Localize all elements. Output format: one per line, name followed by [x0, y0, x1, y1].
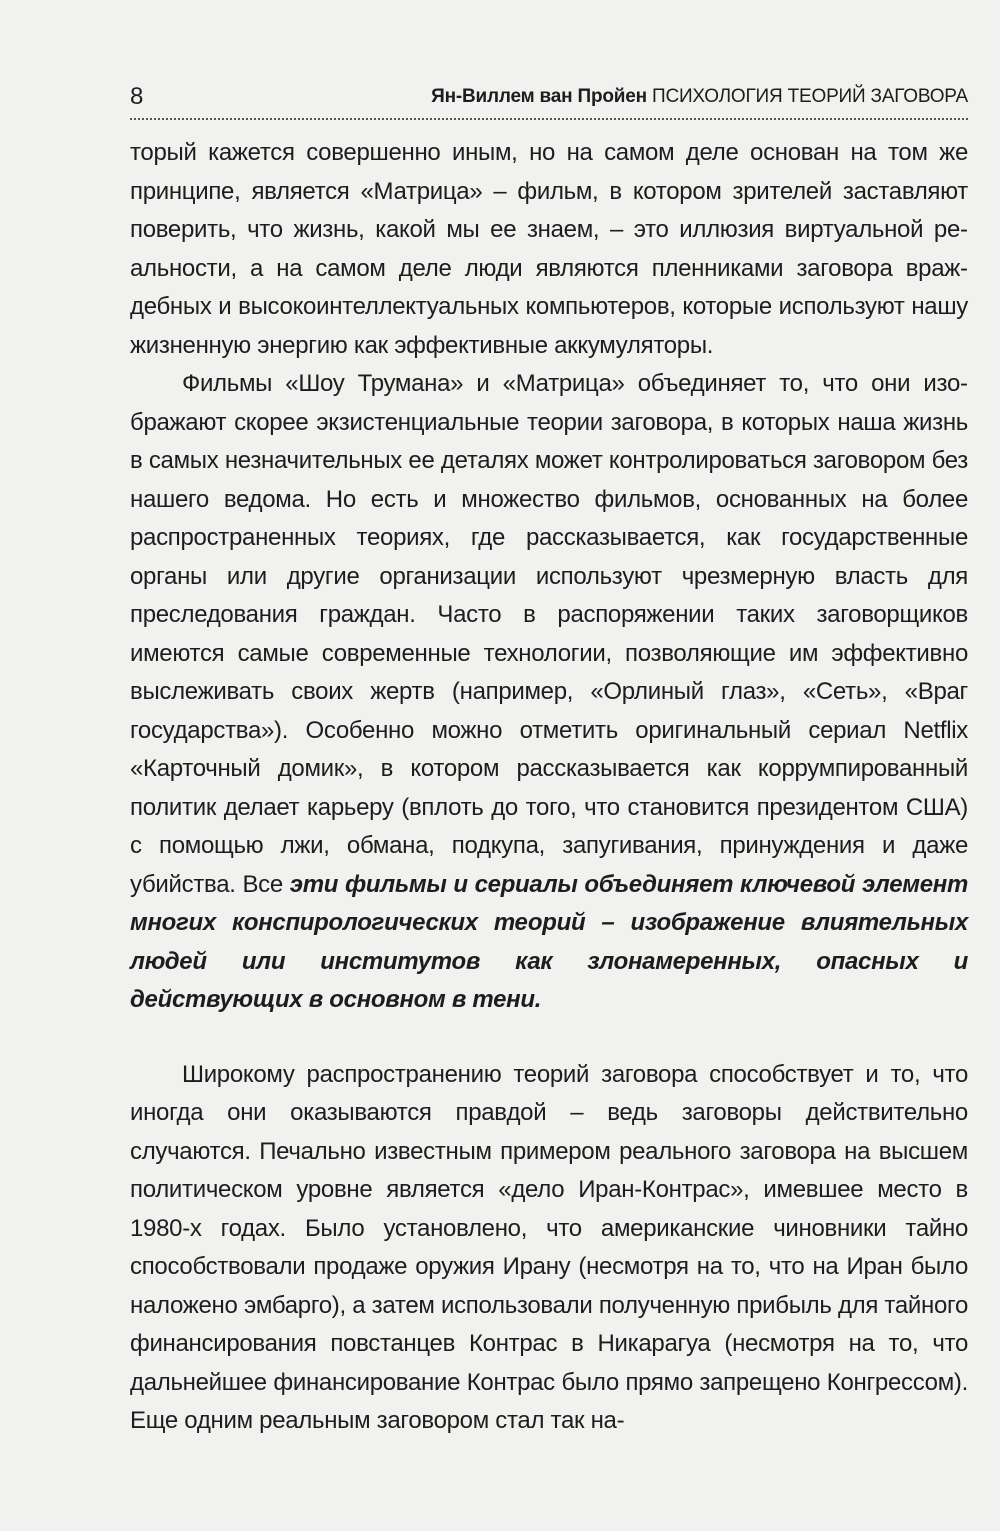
book-title: ПСИХОЛОГИЯ ТЕОРИЙ ЗАГОВОРА: [651, 86, 968, 107]
author-name: Ян-Виллем ван Пройен: [431, 86, 647, 107]
body-text: [130, 134, 968, 1441]
paragraph-1: [130, 134, 968, 365]
paragraph-3: [130, 1056, 968, 1441]
paragraph-2-emphasis: эти фильмы и сериалы объединяет ключевой элемент многих конспирологических теорий – изображение влиятельных людей или институтов как злонамеренных, опасных и действующих в основном в тени.: [130, 870, 968, 1013]
paragraph-3-text: Широкому распространению теорий заговора способствует и то, что иногда они оказываются правдой – ведь заговоры действительно случаются. Печально известным примером реального заговора на высшем политическом уровне является «дело Иран-Контрас», имевшее место в 1980-х годах. Было установлено, что американские чиновники тайно способствовали продаже оружия Ирану (несмотря на то, что на Иран было наложено эмбарго), а затем использовали полученную прибыль для тайного финансирования повстанцев Контрас в Никарагуа (несмотря на то, что дальнейшее финансирование Контрас было прямо запрещено Конгрессом). Еще одним реальным заговором стал так на-: [130, 1060, 968, 1434]
paragraph-2-text: Фильмы «Шоу Трумана» и «Матрица» объединяет то, что они изображают скорее экзистенциальные теории заговора, в которых наша жизнь в самых незначительных ее деталях может контролироваться заговором без нашего ведома. Но есть и множество фильмов, основанных на более распространенных теориях, где рассказывается, как государственные органы или другие организации используют чрезмерную власть для преследования граждан. Часто в распоряжении таких заговорщиков имеются самые современные технологии, позволяющие им эффективно выслеживать своих жертв (например, «Орлиный глаз», «Сеть», «Враг государства»). Особенно можно отметить оригинальный сериал Netflix «Карточный домик», в котором рассказывается как коррумпированный политик делает карьеру (вплоть до того, что становится президентом США) с помощью лжи, обмана, подкупа, запугивания, принуждения и даже убийства. Все: [130, 370, 968, 898]
header-divider: [130, 118, 968, 120]
paragraph-1-text: торый кажется совершенно иным, но на самом деле основан на том же принципе, является «Матрица» – фильм, в котором зрителей заставляют поверить, что жизнь, какой мы ее знаем, – это иллюзия виртуальной реальности, а на самом деле люди являются пленниками заговора враждебных и высокоинтеллектуальных компьютеров, которые используют нашу жизненную энергию как эффективные аккумуляторы.: [130, 139, 968, 359]
running-title: [431, 84, 968, 110]
paragraph-2: [130, 365, 968, 1020]
page-number: 8: [130, 83, 144, 110]
page-header: [130, 82, 968, 112]
